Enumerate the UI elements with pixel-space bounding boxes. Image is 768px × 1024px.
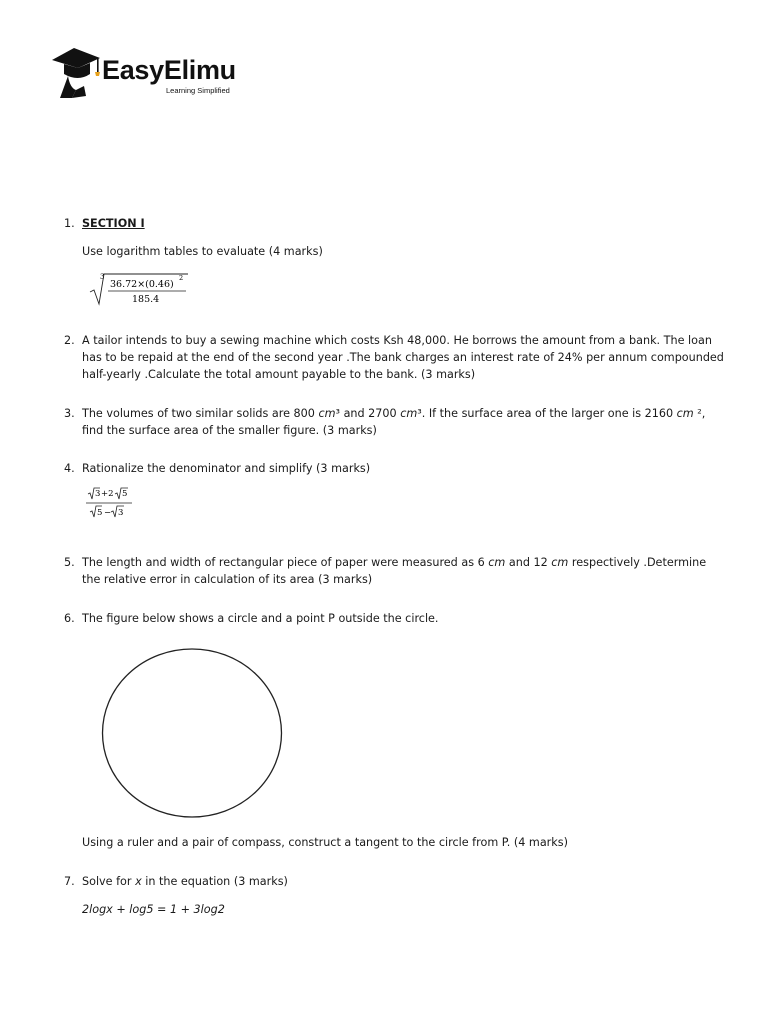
question-7: [64, 873, 724, 918]
question-number: 3.: [64, 407, 75, 420]
question-1: [64, 215, 724, 308]
fraction-expression: [84, 486, 144, 522]
question-text: Using a ruler and a pair of compass, construct a tangent to the circle from P. (4 marks): [82, 836, 568, 849]
svg-text:3: 3: [95, 489, 101, 499]
question-number: 5.: [64, 556, 75, 569]
cube-root-expression: [88, 268, 208, 308]
svg-text:36.72×(0.46): 36.72×(0.46): [110, 279, 174, 290]
brand-logo: [50, 44, 250, 104]
svg-text:3: 3: [100, 273, 105, 281]
question-text: The figure below shows a circle and a point P outside the circle.: [82, 612, 439, 625]
question-text: The volumes of two similar solids are 800 cm³ and 2700 cm³. If the surface area of the larger one is 2160 cm ², find the surface area of the smaller figure. (3 marks): [82, 407, 706, 437]
question-number: 7.: [64, 875, 75, 888]
graduation-cap-icon: [50, 44, 106, 100]
svg-text:3: 3: [118, 508, 124, 518]
svg-text:+2: +2: [101, 489, 114, 499]
question-3: [64, 405, 724, 439]
brand-name: EasyElimu: [102, 55, 236, 85]
svg-text:185.4: 185.4: [132, 294, 160, 305]
svg-text:5: 5: [97, 508, 103, 518]
question-5: [64, 554, 724, 588]
question-6: [64, 610, 724, 627]
question-number: 1.: [64, 217, 75, 230]
question-number: 4.: [64, 462, 75, 475]
question-text: The length and width of rectangular piece of paper were measured as 6 cm and 12 cm respectively .Determine the relative error in calculation of its area (3 marks): [82, 556, 707, 586]
question-number: 6.: [64, 612, 75, 625]
svg-text:5: 5: [122, 489, 128, 499]
svg-text:−: −: [104, 508, 112, 518]
question-text: Rationalize the denominator and simplify (3 marks): [82, 462, 371, 475]
question-text: Solve for x in the equation (3 marks): [82, 875, 288, 888]
equation: 2logx + log5 = 1 + 3log2: [82, 903, 225, 916]
question-text: Use logarithm tables to evaluate (4 marks): [82, 245, 323, 258]
circle-figure: [98, 645, 288, 821]
svg-text:2: 2: [179, 274, 184, 282]
brand-tagline: Learning Simplified: [166, 86, 230, 95]
question-6-instruction: [64, 834, 724, 851]
question-number: 2.: [64, 334, 75, 347]
section-heading: SECTION I: [82, 217, 145, 230]
question-text: A tailor intends to buy a sewing machine which costs Ksh 48,000. He borrows the amount from a bank. The loan has to be repaid at the end of the second year .The bank charges an interest rate of 24% per annum compounded half-yearly .Calculate the total amount payable to the bank. (3 marks): [82, 334, 724, 381]
question-4: [64, 460, 724, 522]
question-2: [64, 332, 724, 383]
